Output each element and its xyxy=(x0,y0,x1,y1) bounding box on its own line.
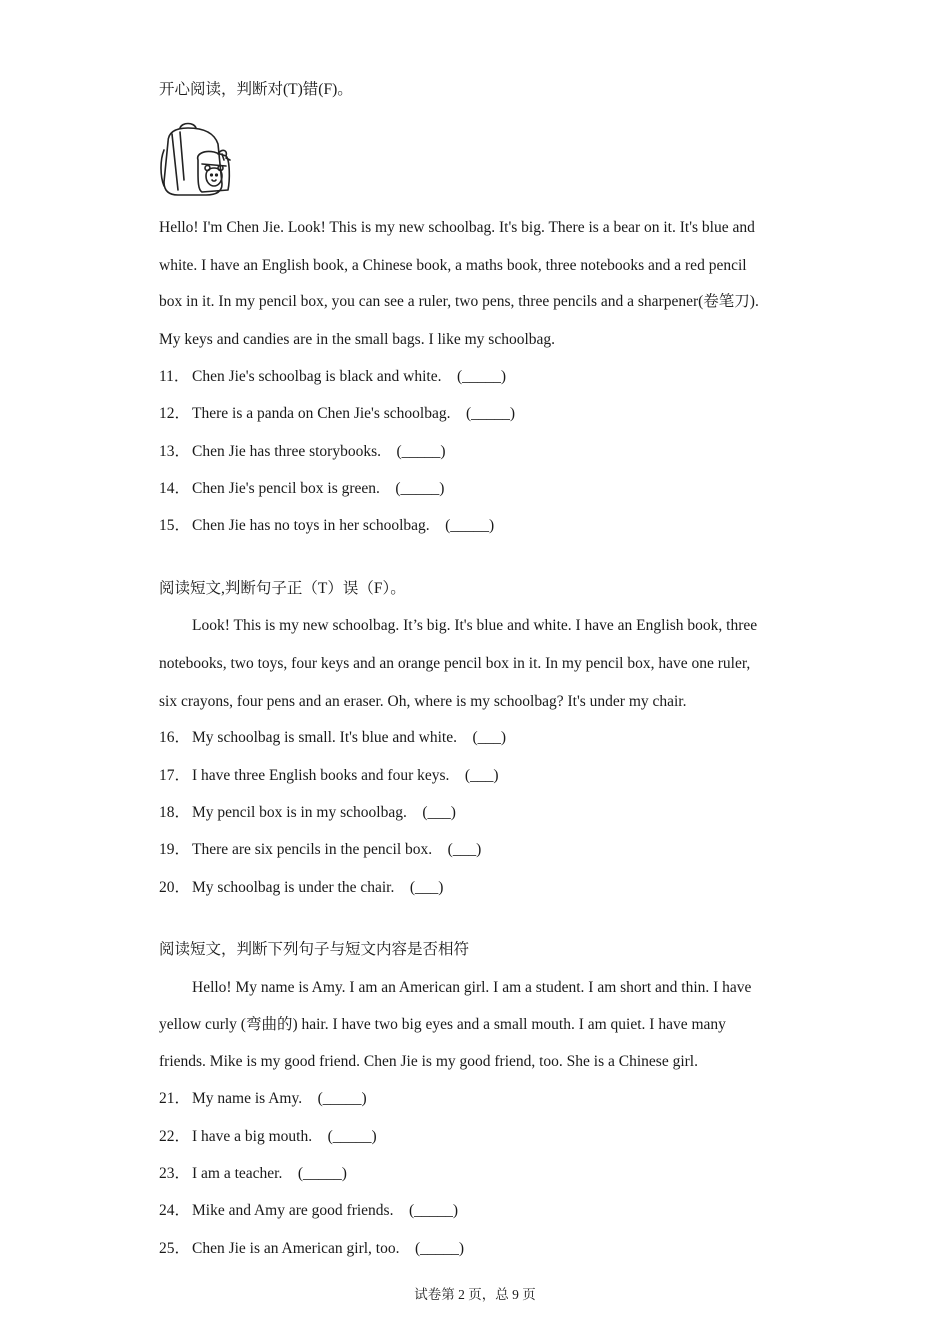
question-15: 15． Chen Jie has no toys in her schoolbag. (_____) xyxy=(159,517,495,534)
question-13: 13． Chen Jie has three storybooks. (_____) xyxy=(159,443,446,460)
section2-heading: 阅读短文,判断句子正（T）误（F）。 xyxy=(159,580,406,597)
section1-heading: 开心阅读，判断对(T)错(F)。 xyxy=(159,81,353,98)
schoolbag-illustration xyxy=(158,120,234,198)
page-footer: 试卷第 2 页，总 9 页 xyxy=(414,1287,536,1302)
question-22: 22． I have a big mouth. (_____) xyxy=(159,1128,377,1145)
question-25: 25． Chen Jie is an American girl, too. (_____) xyxy=(159,1240,465,1257)
passage1-line-2: white. I have an English book, a Chinese book, a maths book, three notebooks and a red pencil xyxy=(159,257,747,274)
question-23: 23． I am a teacher. (_____) xyxy=(159,1165,347,1182)
passage3-line-2: yellow curly (弯曲的) hair. I have two big eyes and a small mouth. I am quiet. I have many xyxy=(159,1016,726,1033)
passage1-line-4: My keys and candies are in the small bags. I like my schoolbag. xyxy=(159,331,556,348)
passage2-line-2: notebooks, two toys, four keys and an orange pencil box in it. In my pencil box, have one ruler, xyxy=(159,655,751,672)
passage2-line-3: six crayons, four pens and an eraser. Oh, where is my schoolbag? It's under my chair. xyxy=(159,693,687,710)
question-11: 11． Chen Jie's schoolbag is black and white. (_____) xyxy=(159,368,507,385)
question-24: 24． Mike and Amy are good friends. (_____) xyxy=(159,1202,459,1219)
question-19: 19． There are six pencils in the pencil box. (___) xyxy=(159,841,482,858)
section3-heading: 阅读短文，判断下列句子与短文内容是否相符 xyxy=(159,941,470,958)
passage3-line-1: Hello! My name is Amy. I am an American girl. I am a student. I am short and thin. I have xyxy=(192,979,752,996)
passage3-line-3: friends. Mike is my good friend. Chen Jie is my good friend, too. She is a Chinese girl. xyxy=(159,1053,698,1070)
passage2-line-1: Look! This is my new schoolbag. It’s big. It's blue and white. I have an English book, three xyxy=(192,617,758,634)
question-18: 18． My pencil box is in my schoolbag. (___) xyxy=(159,804,456,821)
question-21: 21． My name is Amy. (_____) xyxy=(159,1090,367,1107)
question-12: 12． There is a panda on Chen Jie's schoolbag. (_____) xyxy=(159,405,516,422)
passage1-line-1: Hello! I'm Chen Jie. Look! This is my new schoolbag. It's big. There is a bear on it. It's blue and xyxy=(159,219,755,236)
question-17: 17． I have three English books and four keys. (___) xyxy=(159,767,499,784)
question-14: 14． Chen Jie's pencil box is green. (_____) xyxy=(159,480,445,497)
question-20: 20． My schoolbag is under the chair. (___) xyxy=(159,879,444,896)
question-16: 16． My schoolbag is small. It's blue and white. (___) xyxy=(159,729,507,746)
passage1-line-3: box in it. In my pencil box, you can see a ruler, two pens, three pencils and a sharpener(卷笔刀). xyxy=(159,293,759,310)
